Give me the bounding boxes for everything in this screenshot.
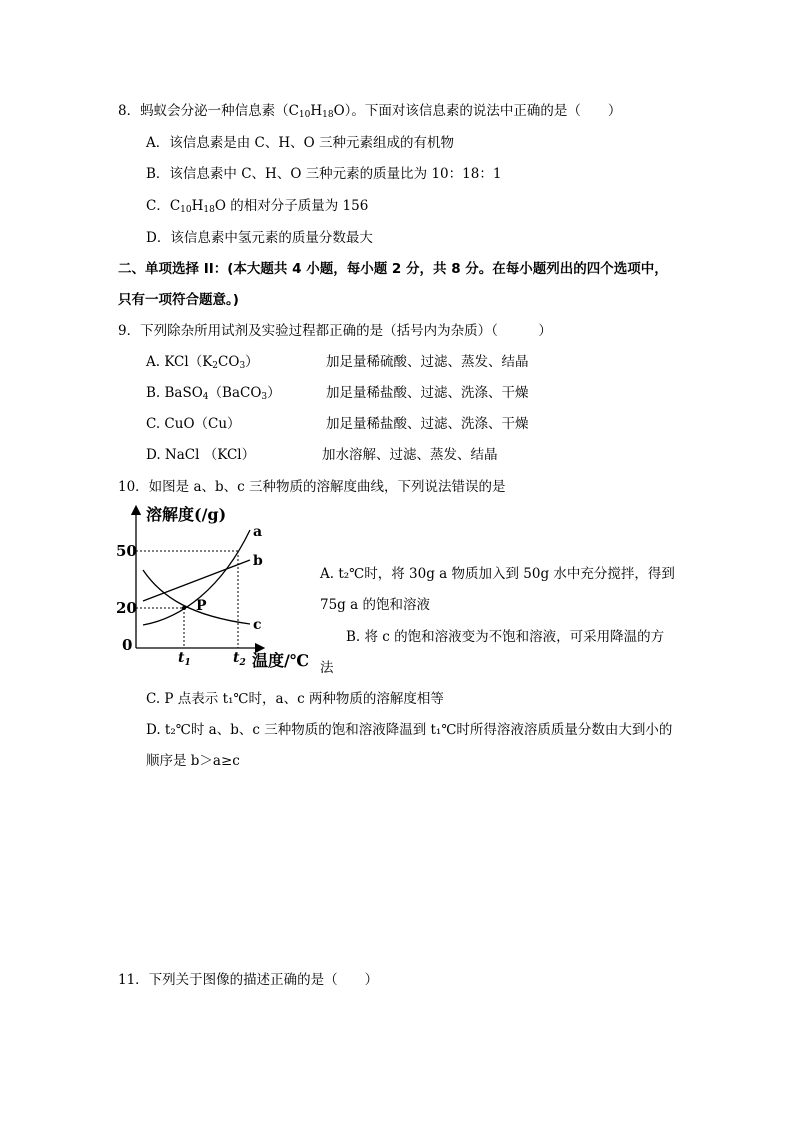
curve-a-label: a (253, 524, 263, 540)
q8-stem: 8．蚂蚁会分泌一种信息素$(C_{10}H_{18}O)$。下面对该信息素的说法中正确的是（ ） (118, 103, 622, 120)
q10-option-c: C. P 点表示 t₁℃时，a、c 两种物质的溶解度相等 (146, 691, 444, 707)
q8-option-a: A．该信息素是由 C、H、O 三种元素组成的有机物 (146, 135, 455, 151)
curve-b (143, 560, 250, 601)
q8-option-c: C．$C_{10}H_{18}O$ 的相对分子质量为 156 (146, 198, 369, 215)
y-tick-50: 50 (116, 542, 137, 560)
q9-option-c-method: 加足量稀盐酸、过滤、洗涤、干燥 (326, 416, 529, 432)
solubility-graph (112, 498, 322, 674)
x-axis-label: 温度/℃ (252, 651, 310, 670)
q9-stem: 9．下列除杂所用试剂及实验过程都正确的是（括号内为杂质）（ ） (118, 323, 552, 339)
q9-option-c: C. CuO（Cu） (146, 416, 241, 432)
q9-option-a: A. $KCl(K_2CO_3)$ (146, 354, 259, 371)
section2-heading-line2: 只有一项符合题意。) (118, 292, 239, 308)
point-p-label: P (196, 598, 207, 614)
q9-option-d-method: 加水溶解、过滤、蒸发、结晶 (322, 447, 498, 463)
q9-option-b: B. BaSO$_4$（BaCO$_3$） (146, 385, 281, 402)
curve-c (143, 570, 250, 624)
q10-option-a-line1: A. t₂℃时，将 30g a 物质加入到 50g 水中充分搅拌，得到 (320, 566, 675, 582)
q9-option-b-method: 加足量稀盐酸、过滤、洗涤、干燥 (326, 385, 529, 401)
q10-stem: 10．如图是 a、b、c 三种物质的溶解度曲线，下列说法错误的是 (118, 479, 506, 495)
curve-c-label: c (253, 617, 262, 633)
q10-option-d-line1: D. t₂℃时 a、b、c 三种物质的饱和溶液降温到 t₁℃时所得溶液溶质质量分数由大到小的 (146, 722, 673, 738)
q8-option-d: D．该信息素中氢元素的质量分数最大 (146, 230, 373, 246)
q10-option-d-line2: 顺序是 b＞a≥c (146, 753, 240, 769)
y-tick-0: 0 (122, 636, 133, 654)
y-axis-label: 溶解度(/g) (146, 505, 227, 524)
q10-option-b-line2: 法 (320, 660, 334, 676)
x-tick-t1: $t_1$ (178, 650, 191, 668)
q8-option-b: B．该信息素中 C、H、O 三种元素的质量比为 10：18：1 (146, 166, 502, 182)
q10-option-b-line1: B. 将 c 的饱和溶液变为不饱和溶液，可采用降温的方 (346, 629, 665, 645)
q10-option-a-line2: 75g a 的饱和溶液 (320, 597, 430, 613)
point-p (182, 606, 186, 610)
curve-b-label: b (253, 553, 263, 569)
y-tick-20: 20 (116, 599, 137, 617)
q11-stem: 11．下列关于图像的描述正确的是（ ） (118, 972, 379, 988)
x-tick-t2: $t_2$ (233, 650, 246, 668)
q9-option-a-method: 加足量稀硫酸、过滤、蒸发、结晶 (326, 354, 529, 370)
q9-option-d: D. NaCl （KCl） (146, 447, 256, 463)
section2-heading-line1: 二、单项选择 II：(本大题共 4 小题，每小题 2 分，共 8 分。在每小题列出的四个选项中， (118, 261, 668, 277)
